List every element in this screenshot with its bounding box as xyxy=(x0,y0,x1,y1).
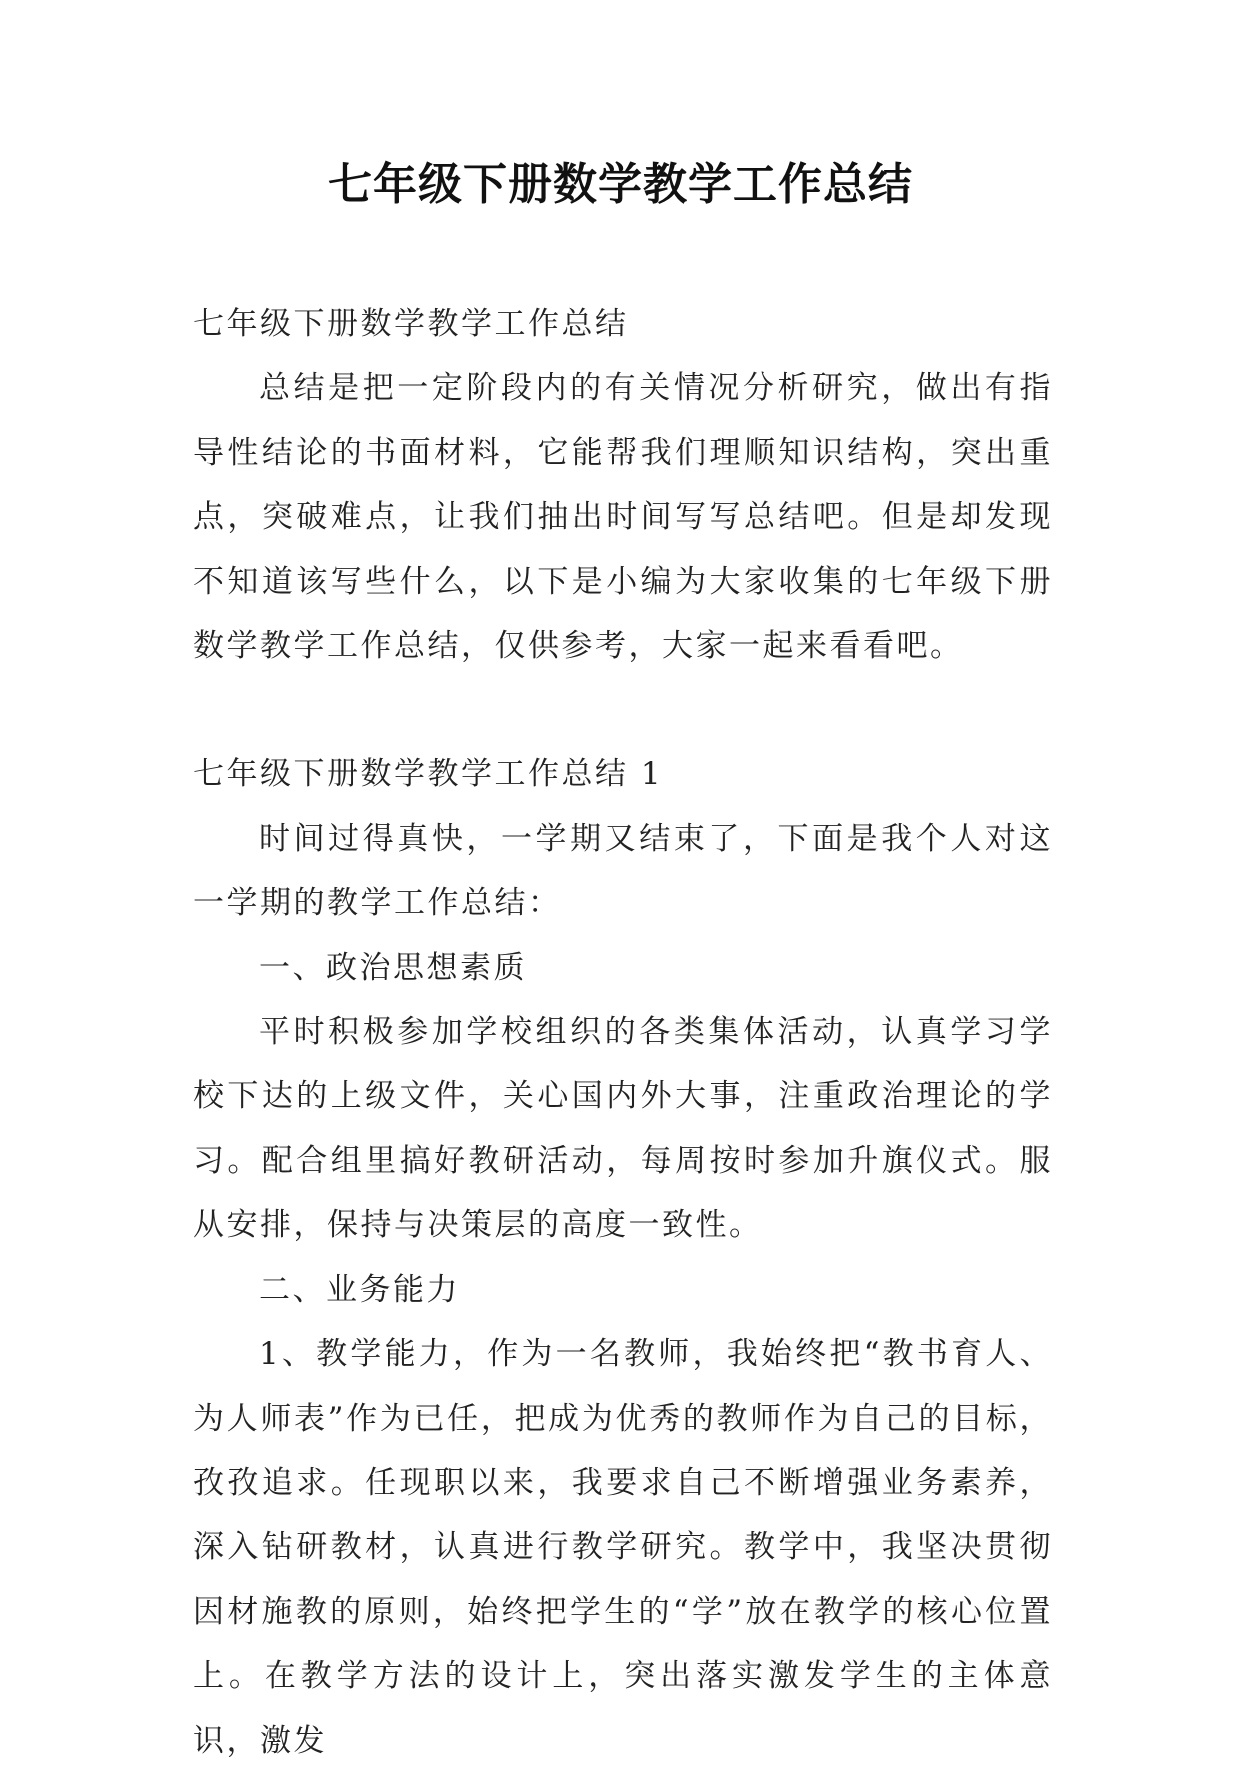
opening-paragraph: 时间过得真快，一学期又结束了，下面是我个人对这一学期的教学工作总结： xyxy=(193,820,1053,922)
subtitle-paragraph: 七年级下册数学教学工作总结 xyxy=(193,306,629,342)
heading-business: 二、业务能力 xyxy=(259,1271,460,1308)
intro-paragraph: 总结是把一定阶段内的有关情况分析研究，做出有指导性结论的书面材料，它能帮我们理顺知识结构，突出重点，突破难点，让我们抽出时间写写总结吧。但是却发现不知道该写些什么，以下是小编为大家收集的七年级下册数学教学工作总结，仅供参考，大家一起来看看吧。 xyxy=(193,370,1053,665)
document-title: 七年级下册数学教学工作总结 xyxy=(328,159,913,210)
section-heading-1: 七年级下册数学教学工作总结 1 xyxy=(193,756,664,793)
document-body xyxy=(193,292,1053,1773)
political-paragraph: 平时积极参加学校组织的各类集体活动，认真学习学校下达的上级文件，关心国内外大事，注重政治理论的学习。配合组里搞好教研活动，每周按时参加升旗仪式。服从安排，保持与决策层的高度一致性。 xyxy=(193,1014,1053,1244)
teaching-ability-paragraph: 1、教学能力，作为一名教师，我始终把“教书育人、为人师表”作为已任，把成为优秀的教师作为自己的目标，孜孜追求。任现职以来，我要求自己不断增强业务素养，深入钻研教材，认真进行教学研究。教学中，我坚决贯彻因材施教的原则，始终把学生的“学”放在教学的核心位置上。在教学方法的设计上，突出落实激发学生的主体意识，激发 xyxy=(193,1336,1053,1759)
heading-political: 一、政治思想素质 xyxy=(259,949,527,986)
